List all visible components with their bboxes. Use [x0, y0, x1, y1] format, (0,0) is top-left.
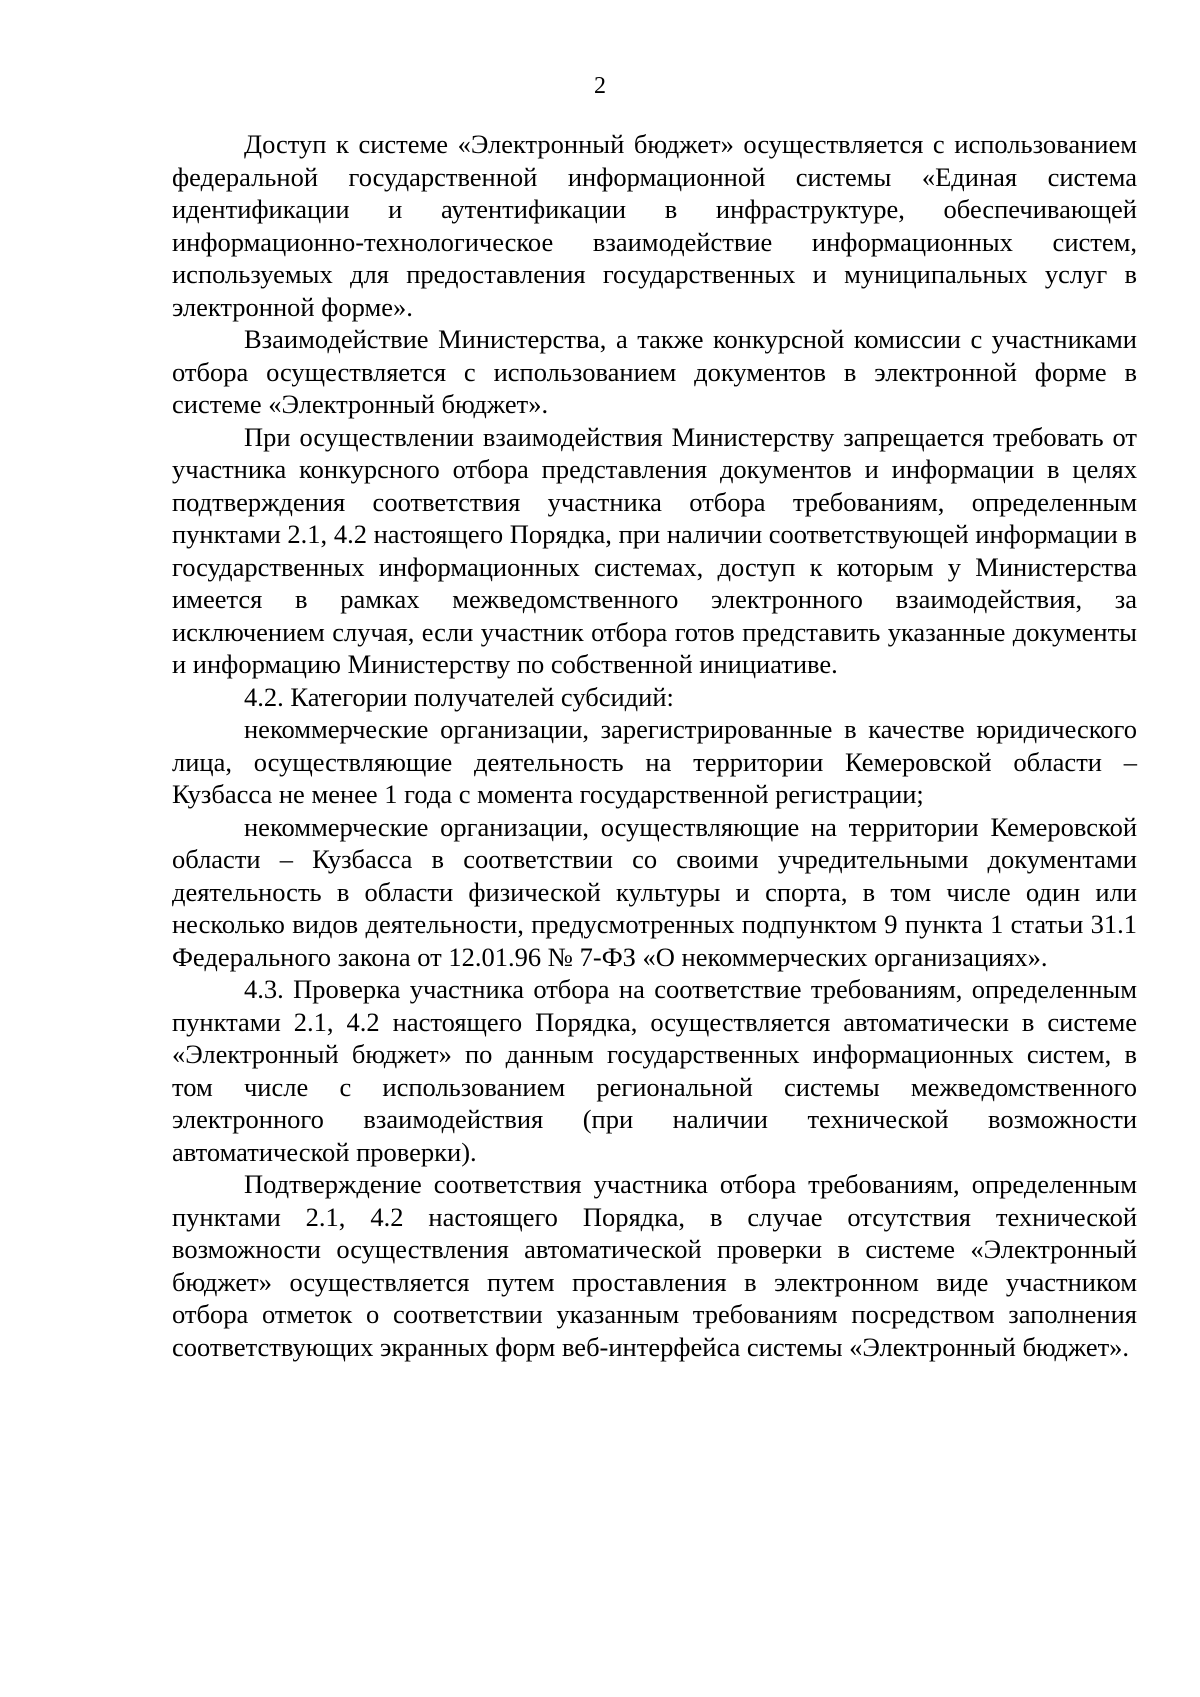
paragraph-section-4-3: 4.3. Проверка участника отбора на соответствие требованиям, определенным пунктами 2.1, 4.2 настоящего Порядка, осуществляется автоматически в системе «Электронный бюджет» по данным государственных информационных систем, в том числе с использованием региональной системы межведомственного электронного взаимодействия (при наличии технической возможности автоматической проверки).: [172, 974, 1137, 1167]
paragraph-interaction: Взаимодействие Министерства, а также конкурсной комиссии с участниками отбора осуществляется с использованием документов в электронной форме в системе «Электронный бюджет».: [172, 324, 1137, 419]
paragraph-confirmation: Подтверждение соответствия участника отбора требованиям, определенным пунктами 2.1, 4.2 настоящего Порядка, в случае отсутствия технической возможности осуществления автоматической проверки в системе «Электронный бюджет» осуществляется путем проставления в электронном виде участником отбора отметок о соответствии указанным требованиям посредством заполнения соответствующих экранных форм веб-интерфейса системы «Электронный бюджет».: [172, 1169, 1137, 1362]
page-number: 2: [594, 73, 606, 99]
paragraph-prohibition: При осуществлении взаимодействия Министерству запрещается требовать от участника конкурсного отбора представления документов и информации в целях подтверждения соответствия участника отбора требованиям, определенным пунктами 2.1, 4.2 настоящего Порядка, при наличии соответствующей информации в государственных информационных системах, доступ к которым у Министерства имеется в рамках межведомственного электронного взаимодействия, за исключением случая, если участник отбора готов представить указанные документы и информацию Министерству по собственной инициативе.: [172, 421, 1137, 679]
document-body: [172, 128, 1137, 1363]
paragraph-category-1: некоммерческие организации, зарегистрированные в качестве юридического лица, осуществляющие деятельность на территории Кемеровской области – Кузбасса не менее 1 года с момента государственной регистрации;: [172, 714, 1137, 809]
paragraph-category-2: некоммерческие организации, осуществляющие на территории Кемеровской области – Кузбасса в соответствии со своими учредительными документами деятельность в области физической культуры и спорта, в том числе один или несколько видов деятельности, предусмотренных подпунктом 9 пункта 1 статьи 31.1 Федерального закона от 12.01.96 № 7-ФЗ «О некоммерческих организациях».: [172, 811, 1137, 972]
paragraph-access: Доступ к системе «Электронный бюджет» осуществляется с использованием федеральной государственной информационной системы «Единая система идентификации и аутентификации в инфраструктуре, обеспечивающей информационно-технологическое взаимодействие информационных систем, используемых для предоставления государственных и муниципальных услуг в электронной форме».: [172, 129, 1137, 322]
paragraph-section-4-2: 4.2. Категории получателей субсидий:: [244, 681, 674, 712]
